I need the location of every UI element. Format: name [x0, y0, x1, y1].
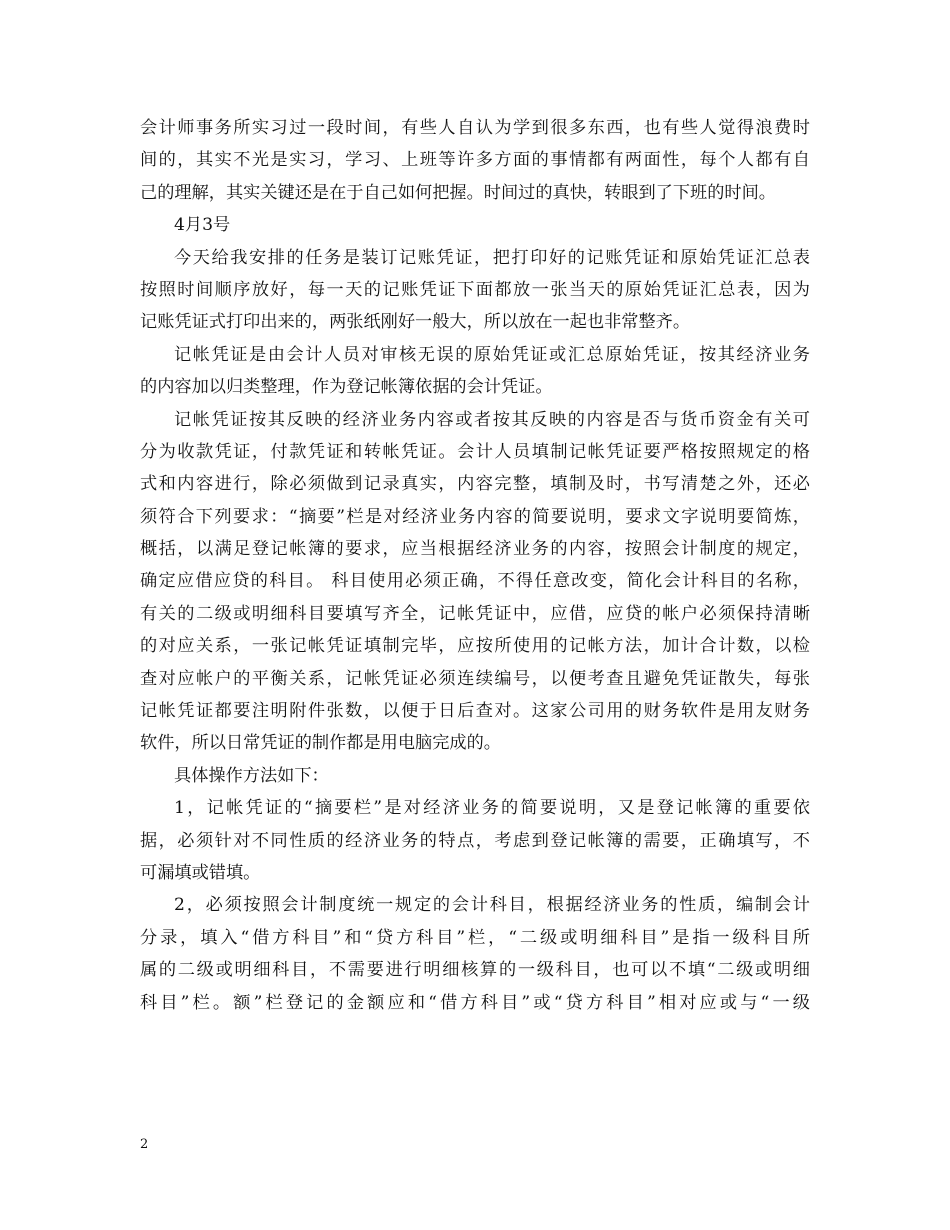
text-line: 科目”栏。额”栏登记的金额应和“借方科目”或“贷方科目”相对应或与“一级: [140, 992, 810, 1013]
text-line: 2，必须按照会计制度统一规定的会计科目，根据经济业务的性质，编制会计: [174, 895, 810, 916]
text-line: 须符合下列要求：“摘要”栏是对经济业务内容的简要说明，要求文字说明要简炼，: [140, 506, 810, 527]
page-number: 2: [140, 1137, 149, 1152]
text-line: 4月3号: [174, 215, 231, 236]
text-line: 的内容加以归类整理，作为登记帐簿依据的会计凭证。: [140, 377, 553, 398]
text-line: 概括，以满足登记帐簿的要求，应当根据经济业务的内容，按照会计制度的规定，: [140, 539, 810, 560]
text-line: 的对应关系，一张记帐凭证填制完毕，应按所使用的记帐方法，加计合计数，以检: [140, 636, 810, 657]
text-line: 今天给我安排的任务是装订记账凭证，把打印好的记账凭证和原始凭证汇总表: [174, 247, 810, 268]
document-body: [140, 112, 810, 1019]
text-line: 记账凭证式打印出来的，两张纸刚好一般大，所以放在一起也非常整齐。: [140, 312, 691, 333]
text-line: 记帐凭证按其反映的经济业务内容或者按其反映的内容是否与货币资金有关可: [174, 409, 810, 430]
text-line: 记帐凭证是由会计人员对审核无误的原始凭证或汇总原始凭证，按其经济业务: [174, 344, 810, 365]
text-line: 分为收款凭证，付款凭证和转帐凭证。会计人员填制记帐凭证要严格按照规定的格: [140, 441, 810, 462]
text-line: 记帐凭证都要注明附件张数，以便于日后查对。这家公司用的财务软件是用友财务: [140, 701, 810, 722]
text-line: 可漏填或错填。: [140, 862, 261, 883]
text-line: 按照时间顺序放好，每一天的记账凭证下面都放一张当天的原始凭证汇总表，因为: [140, 279, 810, 300]
text-line: 确定应借应贷的科目。 科目使用必须正确，不得任意改变，简化会计科目的名称，: [140, 571, 810, 592]
text-line: 会计师事务所实习过一段时间，有些人自认为学到很多东西，也有些人觉得浪费时: [140, 118, 810, 138]
text-line: 软件，所以日常凭证的制作都是用电脑完成的。: [140, 733, 501, 754]
text-line: 式和内容进行，除必须做到记录真实，内容完整，填制及时，书写清楚之外，还必: [140, 474, 810, 495]
text-line: 己的理解，其实关键还是在于自己如何把握。时间过的真快，转眼到了下班的时间。: [140, 182, 776, 203]
text-line: 据，必须针对不同性质的经济业务的特点，考虑到登记帐簿的需要，正确填写，不: [140, 830, 810, 851]
text-line: 间的，其实不光是实习，学习、上班等许多方面的事情都有两面性，每个人都有自: [140, 150, 810, 171]
text-line: 有关的二级或明细科目要填写齐全，记帐凭证中，应借，应贷的帐户必须保持清晰: [140, 603, 810, 624]
text-line: 分录，填入“借方科目”和“贷方科目”栏，“二级或明细科目”是指一级科目所: [140, 927, 810, 948]
text-line: 具体操作方法如下：: [174, 765, 329, 786]
text-line: 1，记帐凭证的“摘要栏”是对经济业务的简要说明，又是登记帐簿的重要依: [174, 798, 810, 819]
text-line: 查对应帐户的平衡关系，记帐凭证必须连续编号，以便考查且避免凭证散失，每张: [140, 668, 810, 689]
text-line: 属的二级或明细科目，不需要进行明细核算的一级科目，也可以不填“二级或明细: [140, 960, 810, 981]
